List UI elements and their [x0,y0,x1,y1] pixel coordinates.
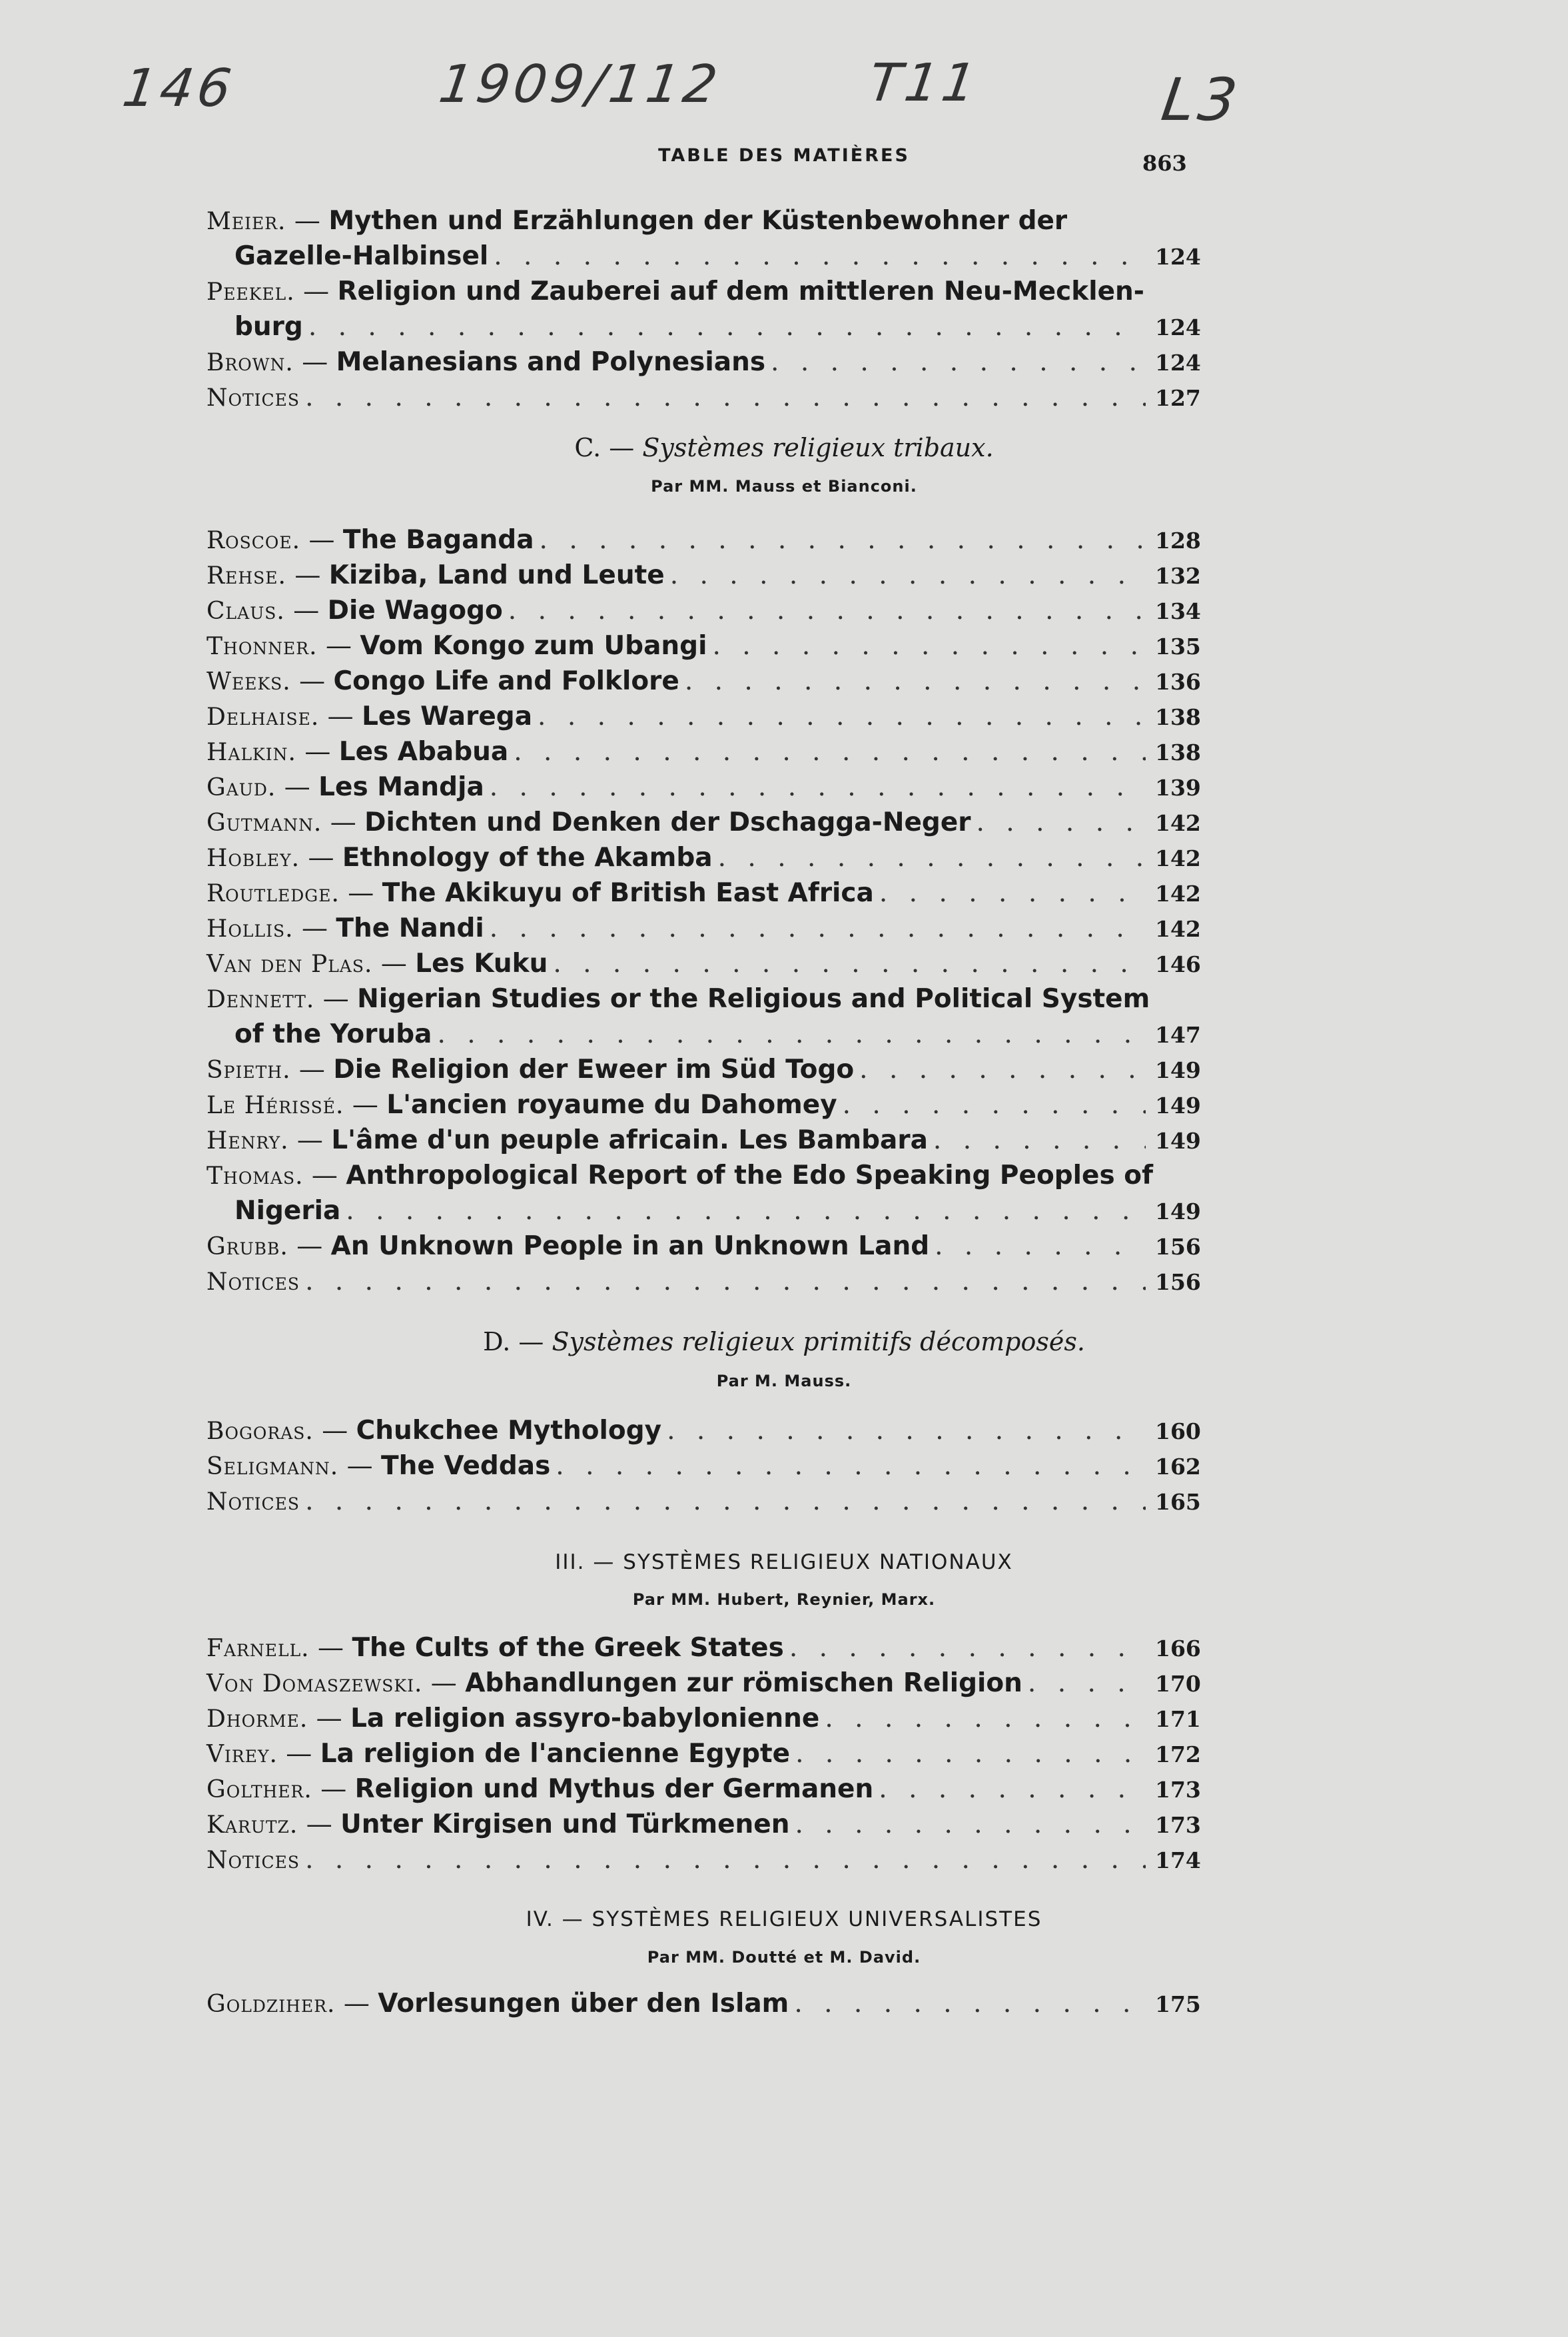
entry-title: Dichten und Denken der Dschagga-Neger [364,807,971,837]
toc-entry: Van den Plas. — Les Kuku . . . 146 [206,947,1198,982]
entry-title: La religion de l'ancienne Egypte [320,1739,791,1769]
entry-author: Virey. [206,1741,278,1768]
toc-entry: Spieth. — Die Religion der Eweer im Süd Togo . . . 149 [206,1053,1198,1088]
entry-author: Routledge. [206,880,340,907]
entry-author: Peekel. [206,278,295,306]
section-c-title [0,433,1568,462]
toc-entry: Thonner. — Vom Kongo zum Ubangi . . . 135 [206,629,1198,664]
entry-title: Mythen und Erzählungen der Küstenbewohner der [328,206,1068,236]
entry-page: 172 [1155,1741,1201,1767]
entry-title: The Nandi [336,913,484,943]
toc-entry [206,1484,1201,1520]
handwritten-note: T11 [865,53,984,113]
entry-page: 127 [1155,385,1201,411]
toc-entry: Henry. — L'âme d'un peuple africain. Les Bambara . . . 149 [206,1123,1198,1159]
entry-author: Grubb. [206,1233,288,1260]
toc-section-d [206,1414,1201,1520]
entry-page: 149 [1155,1198,1201,1224]
toc-entry [206,380,1201,416]
section-label: D. — [483,1327,544,1356]
entry-title: Melanesians and Polynesians [336,347,766,377]
toc-entry: Dhorme. — La religion assyro-babylonienne . . . 171 [206,1701,1198,1737]
entry-page: 136 [1155,669,1201,695]
toc-entry: Von Domaszewski. — Abhandlungen zur römischen Religion . . . 170 [206,1666,1198,1701]
entry-page: 162 [1155,1454,1201,1480]
entry-page: 147 [1155,1022,1201,1048]
entry-author: Spieth. [206,1057,291,1084]
entry-author: Gutmann. [206,809,322,837]
entry-author: Rehse. [206,562,286,590]
section-c-editors: Par MM. Mauss et Bianconi. [651,477,917,496]
entry-page: 156 [1155,1234,1201,1260]
entry-page: 132 [1155,563,1201,589]
section-d-title [0,1327,1568,1356]
toc-entry: Peekel. — Religion und Zauberei auf dem mittleren Neu-Mecklen- burg . . . 124 [206,274,1198,345]
handwritten-note: 1909/112 [435,55,725,115]
entry-author: Dhorme. [206,1705,308,1733]
section-iii-title: III. — SYSTÈMES RELIGIEUX NATIONAUX [555,1550,1013,1574]
entry-page: 174 [1155,1847,1201,1873]
entry-page: 149 [1155,1128,1201,1154]
entry-page: 149 [1155,1093,1201,1119]
entry-author: Farnell. [206,1635,310,1662]
section-label: C. — [574,433,635,462]
entry-author: Claus. [206,598,285,625]
entry-author: Meier. [206,208,286,235]
entry-author: Weeks. [206,668,291,696]
running-title: TABLE DES MATIÈRES [658,145,910,166]
toc-entry: Le Hérissé. — L'ancien royaume du Dahomey . . . 149 [206,1088,1198,1123]
entry-page: 124 [1155,314,1201,340]
entry-title: Ethnology of the Akamba [342,843,713,873]
entry-author: Gaud. [206,774,276,801]
entry-title: Kiziba, Land und Leute [328,560,665,590]
entry-author: Hobley. [206,845,300,872]
entry-page: 170 [1155,1671,1201,1697]
toc-section-iii [206,1631,1201,1878]
entry-page: 165 [1155,1489,1201,1515]
entry-page: 173 [1155,1777,1201,1803]
entry-title: Chukchee Mythology [356,1416,662,1446]
entry-title: Nigeria [234,1196,341,1226]
entry-author: Thomas. [206,1163,304,1190]
toc-entry: Farnell. — The Cults of the Greek States . . . 166 [206,1631,1198,1666]
entry-page: 134 [1155,598,1201,624]
entry-title: Les Kuku [415,949,548,979]
toc-entry: Rehse. — Kiziba, Land und Leute . . . 132 [206,558,1198,594]
entry-page: 124 [1155,350,1201,376]
entry-page: 171 [1155,1706,1201,1732]
section-iv-title: IV. — SYSTÈMES RELIGIEUX UNIVERSALISTES [526,1907,1042,1931]
entry-page: 149 [1155,1057,1201,1083]
section-iii-editors: Par MM. Hubert, Reynier, Marx. [632,1590,936,1609]
toc-entry: Meier. — Mythen und Erzählungen der Küstenbewohner der Gazelle-Halbinsel . . . 124 [206,204,1198,274]
entry-title: Abhandlungen zur römischen Religion [465,1668,1022,1698]
toc-entry: Golther. — Religion und Mythus der Germanen . . . 173 [206,1772,1198,1807]
toc-entry: Bogoras. — Chukchee Mythology . . . 160 [206,1414,1198,1449]
entry-title: The Cults of the Greek States [352,1633,784,1663]
entry-author: Notices [206,384,300,412]
entry-page: 173 [1155,1812,1201,1838]
entry-author: Golther. [206,1776,312,1803]
entry-author: Seligmann. [206,1453,339,1480]
entry-page: 166 [1155,1636,1201,1661]
toc-section-c [206,523,1201,1300]
entry-page: 160 [1155,1418,1201,1444]
toc-entry: Virey. — La religion de l'ancienne Egypte . . . 172 [206,1737,1198,1772]
entry-title: Nigerian Studies or the Religious and Political System [357,984,1150,1014]
entry-title: Anthropological Report of the Edo Speaking Peoples of [346,1161,1154,1190]
entry-author: Hollis. [206,915,294,943]
toc-group-b [206,204,1201,416]
entry-author: Goldziher. [206,1991,336,2018]
entry-author: Le Hérissé. [206,1092,344,1119]
entry-title: Les Mandja [318,772,484,802]
entry-page: 124 [1155,244,1201,270]
entry-title: Vom Kongo zum Ubangi [360,631,707,661]
entry-author: Halkin. [206,739,296,766]
entry-author: Roscoe. [206,527,301,554]
entry-page: 156 [1155,1269,1201,1295]
toc-entry [206,1843,1201,1878]
entry-author: Delhaise. [206,703,320,731]
toc-entry: Seligmann. — The Veddas . . . 162 [206,1449,1198,1484]
entry-page: 139 [1155,775,1201,801]
entry-title: Les Warega [362,701,533,731]
toc-entry: Gutmann. — Dichten und Denken der Dschagga-Neger . . . 142 [206,805,1198,841]
entry-title: Religion und Mythus der Germanen [354,1774,874,1804]
toc-entry: Goldziher. — Vorlesungen über den Islam . . . 175 [206,1987,1198,2022]
entry-author: Dennett. [206,986,315,1013]
entry-title: An Unknown People in an Unknown Land [330,1231,930,1261]
section-heading: Systèmes religieux tribaux. [642,433,994,462]
entry-title: Die Wagogo [327,596,503,626]
toc-entry: Claus. — Die Wagogo . . . 134 [206,594,1198,629]
toc-entry: Hollis. — The Nandi . . . 142 [206,911,1198,947]
toc-entry: Routledge. — The Akikuyu of British East Africa . . . 142 [206,876,1198,911]
entry-title: of the Yoruba [234,1019,432,1049]
entry-page: 142 [1155,845,1201,871]
entry-page: 142 [1155,810,1201,836]
entry-page: 128 [1155,528,1201,554]
entry-title: Die Religion der Eweer im Süd Togo [333,1055,855,1085]
entry-author: Thonner. [206,633,318,660]
entry-title: The Veddas [381,1451,551,1481]
entry-page: 146 [1155,951,1201,977]
entry-title: Gazelle-Halbinsel [234,241,489,271]
toc-entry: Roscoe. — The Baganda . . . 128 [206,523,1198,558]
entry-title: L'ancien royaume du Dahomey [386,1090,837,1120]
entry-author: Notices [206,1847,300,1874]
toc-section-iv [206,1987,1201,2022]
entry-title: L'âme d'un peuple africain. Les Bambara [331,1125,928,1155]
toc-entry: Delhaise. — Les Warega . . . 138 [206,700,1198,735]
entry-title: The Baganda [342,525,534,555]
entry-title: Religion und Zauberei auf dem mittleren Neu-Mecklen- [337,276,1144,306]
entry-author: Bogoras. [206,1418,314,1445]
entry-title: Congo Life and Folklore [333,666,679,696]
toc-entry: Gaud. — Les Mandja . . . 139 [206,770,1198,805]
entry-author: Van den Plas. [206,951,373,978]
handwritten-note: 146 [119,59,239,119]
entry-author: Von Domaszewski. [206,1670,423,1697]
entry-author: Notices [206,1268,300,1296]
entry-title: La religion assyro-babylonienne [350,1703,820,1733]
toc-entry: Halkin. — Les Ababua . . . 138 [206,735,1198,770]
toc-entry: Hobley. — Ethnology of the Akamba . . . 142 [206,841,1198,876]
entry-title: Les Ababua [338,737,509,767]
toc-entry: Weeks. — Congo Life and Folklore . . . 136 [206,664,1198,700]
handwritten-note: L3 [1157,65,1246,134]
toc-entry: Brown. — Melanesians and Polynesians . . . 124 [206,345,1198,380]
entry-page: 138 [1155,704,1201,730]
section-d-editors: Par M. Mauss. [716,1372,852,1390]
page-number: 863 [1142,151,1187,176]
section-heading: Systèmes religieux primitifs décomposés. [552,1327,1085,1356]
toc-entry: Thomas. — Anthropological Report of the Edo Speaking Peoples of Nigeria . . . 149 [206,1159,1198,1229]
toc-entry: Grubb. — An Unknown People in an Unknown Land . . . 156 [206,1229,1198,1264]
entry-page: 142 [1155,916,1201,942]
entry-author: Brown. [206,349,294,376]
entry-title: Unter Kirgisen und Türkmenen [340,1809,790,1839]
section-iv-editors: Par MM. Doutté et M. David. [647,1948,921,1967]
entry-page: 138 [1155,739,1201,765]
entry-title: Vorlesungen über den Islam [378,1989,789,2019]
entry-page: 135 [1155,634,1201,660]
toc-entry: Karutz. — Unter Kirgisen und Türkmenen . . . 173 [206,1807,1198,1843]
entry-author: Karutz. [206,1811,298,1839]
entry-page: 142 [1155,881,1201,907]
entry-title: burg [234,312,303,342]
entry-author: Henry. [206,1127,289,1155]
entry-page: 175 [1155,1991,1201,2017]
entry-title: The Akikuyu of British East Africa [382,878,874,908]
toc-entry [206,1264,1201,1300]
toc-entry: Dennett. — Nigerian Studies or the Religious and Political System of the Yoruba . . . 147 [206,982,1198,1053]
entry-author: Notices [206,1488,300,1516]
